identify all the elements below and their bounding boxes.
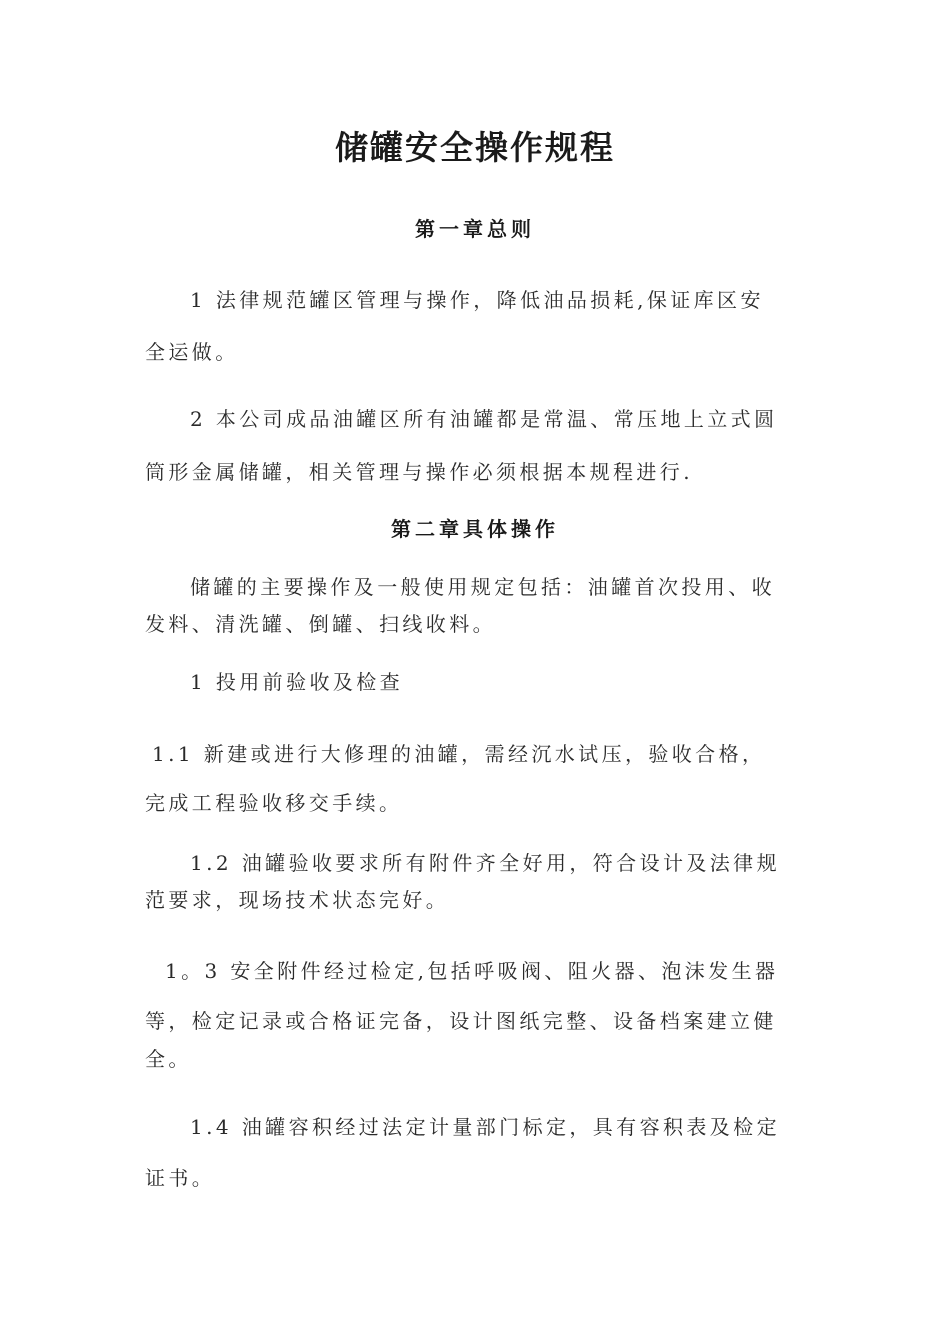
item-1-3-line-3: 全。	[145, 1047, 192, 1071]
item-1-1-line-2: 完成工程验收移交手续。	[145, 791, 403, 815]
item-1-3-line-2: 等，检定记录或合格证完备，设计图纸完整、设备档案建立健	[145, 1009, 777, 1033]
document-title: 储罐安全操作规程	[335, 128, 615, 167]
chapter-2-intro-line-1: 储罐的主要操作及一般使用规定包括：油罐首次投用、收	[190, 575, 775, 599]
item-1-2-line-1: 1.2 油罐验收要求所有附件齐全好用，符合设计及法律规	[190, 851, 780, 875]
item-1-1-line-1: 1.1 新建或进行大修理的油罐，需经沉水试压，验收合格，	[152, 742, 766, 766]
paragraph-1-line-1: 1 法律规范罐区管理与操作，降低油品损耗,保证库区安	[190, 288, 764, 312]
item-1-3-line-1: 1。3 安全附件经过检定,包括呼吸阀、阻火器、泡沫发生器	[165, 959, 779, 983]
chapter-1-heading: 第一章总则	[415, 217, 535, 241]
section-1-title-text: 1 投用前验收及检查	[190, 670, 404, 694]
item-1-2-line-2: 范要求，现场技术状态完好。	[145, 888, 450, 912]
chapter-2-heading: 第二章具体操作	[391, 517, 559, 541]
item-1-4-line-1: 1.4 油罐容积经过法定计量部门标定，具有容积表及检定	[190, 1115, 780, 1139]
paragraph-1-line-2: 全运做。	[145, 340, 239, 364]
paragraph-2-line-2: 筒形金属储罐，相关管理与操作必须根据本规程进行.	[145, 460, 693, 484]
item-1-4-line-2: 证书。	[145, 1166, 216, 1190]
paragraph-2-line-1: 2 本公司成品油罐区所有油罐都是常温、常压地上立式圆	[190, 407, 778, 431]
chapter-2-intro-line-2: 发料、清洗罐、倒罐、扫线收料。	[145, 612, 496, 636]
